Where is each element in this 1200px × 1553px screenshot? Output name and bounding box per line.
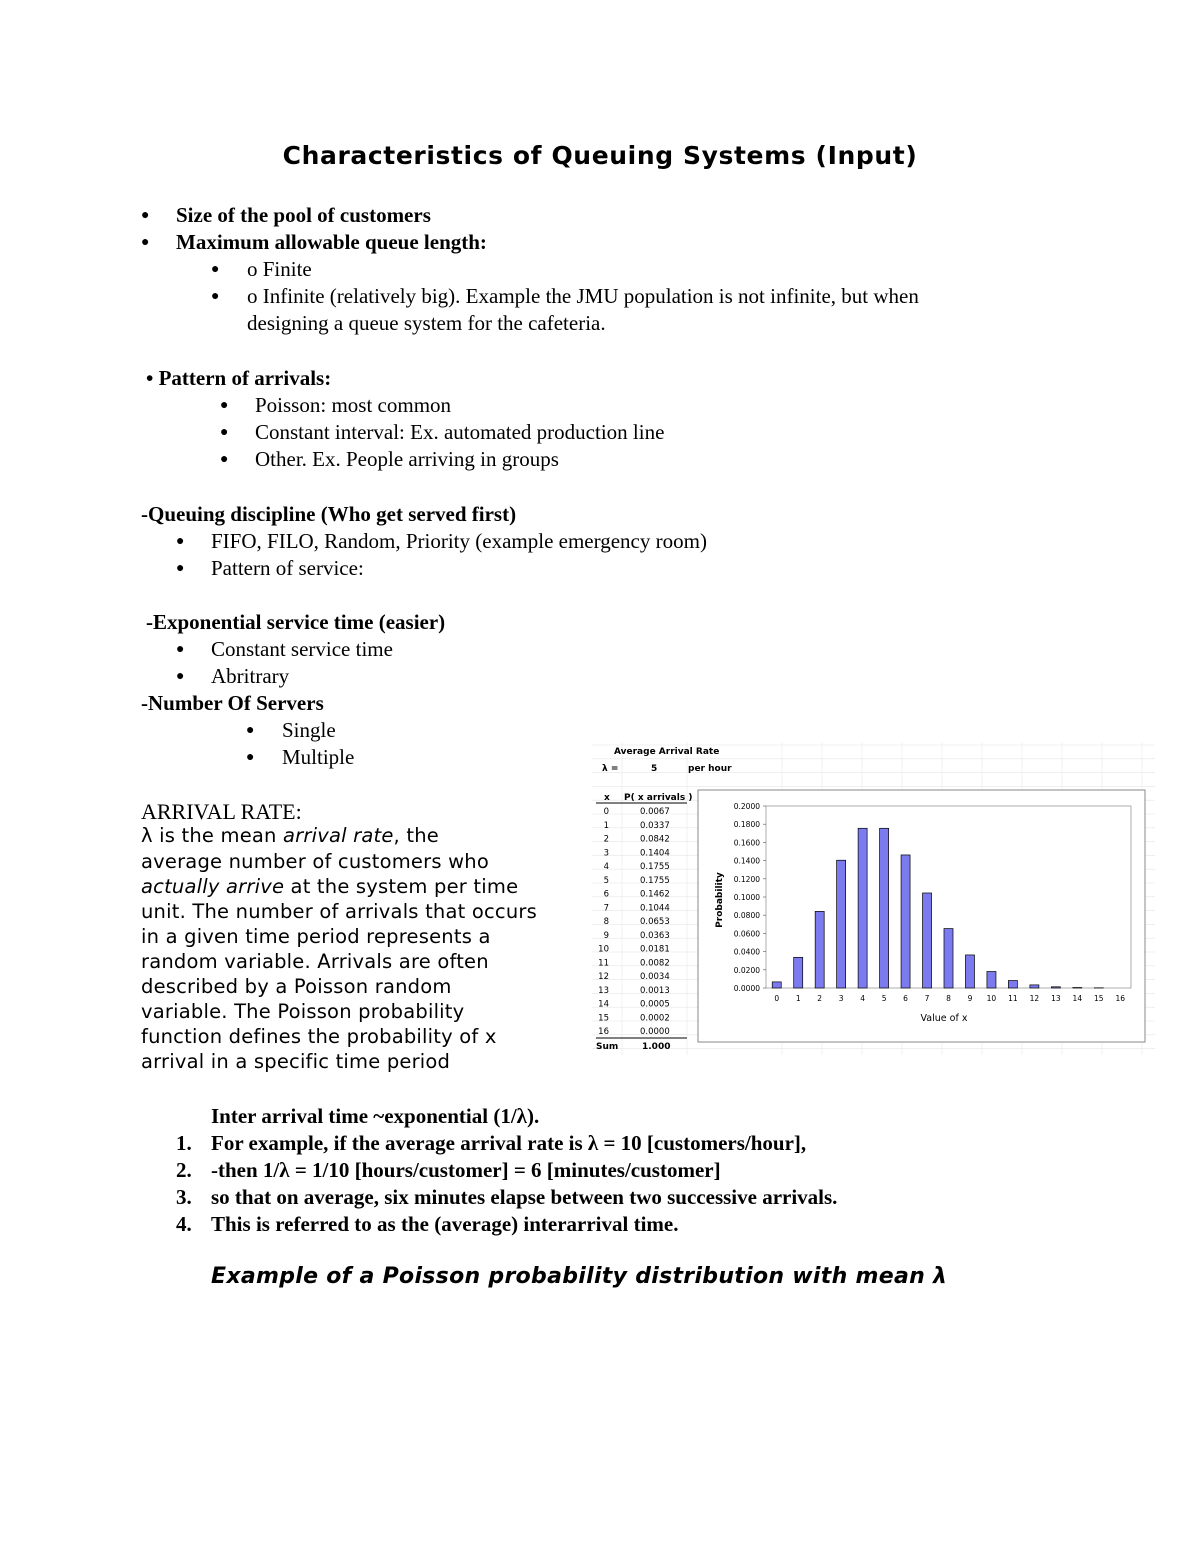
x-tick-label: 16 xyxy=(1115,994,1126,1003)
sheet-lambda-value: 5 xyxy=(651,764,658,774)
bullet-icon: ● xyxy=(176,561,185,576)
pool-size-item: Size of the pool of customers xyxy=(176,203,431,227)
service-item: Constant service time xyxy=(211,637,393,661)
step-text: For example, if the average arrival rate is λ = 10 [customers/hour], xyxy=(211,1131,807,1155)
bullet-icon: ● xyxy=(220,398,229,413)
finite-option: o Finite xyxy=(247,257,312,281)
inter-arrival-step xyxy=(176,1130,837,1157)
sheet-cell-x: 14 xyxy=(598,999,609,1010)
inter-arrival-intro: Inter arrival time ~exponential (1/λ). xyxy=(211,1104,540,1128)
bullet-icon: ● xyxy=(211,262,220,277)
x-tick-label: 4 xyxy=(860,994,866,1003)
chart-caption: Example of a Poisson probability distribution with mean λ xyxy=(211,1264,948,1289)
chart-xlabel: Value of x xyxy=(920,1013,968,1024)
arrival-rate-text: λ is the mean xyxy=(141,824,284,847)
step-text: so that on average, six minutes elapse between two successive arrivals. xyxy=(211,1185,838,1209)
y-tick-label: 0.1200 xyxy=(733,874,760,884)
bullet-icon: ● xyxy=(141,235,150,250)
sheet-cell-p: 0.1755 xyxy=(640,875,670,886)
step-number: 2. xyxy=(176,1158,192,1182)
sheet-cell-x: 2 xyxy=(603,834,609,845)
bar xyxy=(1008,981,1017,988)
arrival-rate-line: function defines the probability of x xyxy=(141,1025,497,1048)
sheet-cell-x: 7 xyxy=(603,903,609,914)
arrival-rate-heading: ARRIVAL RATE: xyxy=(141,799,302,824)
y-tick-label: 0.0200 xyxy=(733,965,760,975)
sheet-cell-x: 13 xyxy=(598,985,609,996)
arrival-rate-line: random variable. Arrivals are often xyxy=(141,950,489,973)
x-tick-label: 10 xyxy=(986,994,997,1003)
sheet-cell-x: 8 xyxy=(603,917,609,927)
arrivals-item: Constant interval: Ex. automated production line xyxy=(255,420,665,444)
x-tick-label: 9 xyxy=(967,994,973,1003)
sheet-cell-p: 0.0013 xyxy=(640,985,670,996)
arrivals-item: Poisson: most common xyxy=(255,393,452,417)
x-tick-label: 12 xyxy=(1029,994,1040,1003)
bullet-icon: ● xyxy=(220,452,229,467)
arrival-rate-line: variable. The Poisson probability xyxy=(141,1000,465,1023)
y-tick-label: 0.1000 xyxy=(733,893,760,902)
y-tick-label: 0.0000 xyxy=(733,984,760,993)
x-tick-label: 0 xyxy=(774,994,780,1003)
arrival-rate-line xyxy=(141,874,518,899)
step-number: 4. xyxy=(176,1212,192,1236)
sheet-cell-p: 0.0181 xyxy=(640,944,670,955)
x-tick-label: 6 xyxy=(903,994,908,1003)
bar xyxy=(901,855,910,988)
x-tick-label: 5 xyxy=(881,994,887,1003)
bullet-icon: ● xyxy=(246,723,255,738)
bullet-icon: ● xyxy=(176,534,185,549)
x-tick-label: 11 xyxy=(1008,994,1018,1003)
sheet-cell-p: 0.0842 xyxy=(640,834,670,845)
y-tick-label: 0.0600 xyxy=(733,929,760,939)
bar xyxy=(772,982,781,988)
inter-arrival-step xyxy=(176,1157,837,1184)
sheet-cell-x: 1 xyxy=(603,820,609,831)
servers-item: Single xyxy=(282,718,336,742)
sheet-cell-p: 0.0363 xyxy=(640,930,670,941)
poisson-spreadsheet-chart xyxy=(592,742,1155,1055)
sheet-cell-x: 12 xyxy=(598,972,609,982)
queue-length-item: Maximum allowable queue length: xyxy=(176,230,487,254)
inter-arrival-step xyxy=(176,1211,837,1238)
bullet-icon: ● xyxy=(220,425,229,440)
sheet-cell-x: 5 xyxy=(603,875,609,886)
arrival-rate-line: unit. The number of arrivals that occurs xyxy=(141,900,537,923)
arrival-rate-line: described by a Poisson random xyxy=(141,975,452,998)
sheet-cell-p: 0.0002 xyxy=(640,1013,670,1024)
x-tick-label: 8 xyxy=(946,994,951,1003)
step-number: 3. xyxy=(176,1185,192,1209)
sheet-cell-p: 0.0082 xyxy=(640,958,670,969)
sheet-cell-p: 0.0067 xyxy=(640,807,670,817)
arrival-rate-text: at the system per time xyxy=(284,875,519,898)
sheet-cell-p: 0.1755 xyxy=(640,862,670,872)
x-tick-label: 15 xyxy=(1094,994,1104,1003)
sheet-cell-x: 16 xyxy=(598,1027,609,1037)
bar xyxy=(1030,985,1039,988)
x-tick-label: 14 xyxy=(1072,994,1083,1003)
bar xyxy=(987,972,996,988)
bar xyxy=(965,955,974,988)
sheet-cell-x: 9 xyxy=(603,930,609,941)
inter-arrival-steps xyxy=(176,1130,837,1238)
arrival-rate-line: average number of customers who xyxy=(141,850,489,873)
discipline-item: Pattern of service: xyxy=(211,556,364,580)
bar xyxy=(858,828,867,988)
sheet-cell-p: 0.0034 xyxy=(640,972,670,982)
x-tick-label: 7 xyxy=(924,994,930,1003)
bar xyxy=(880,828,889,988)
bar xyxy=(794,957,803,988)
step-number: 1. xyxy=(176,1131,192,1155)
sheet-col-x: x xyxy=(604,793,610,803)
bar xyxy=(837,860,846,988)
chart-ylabel: Probability xyxy=(715,872,725,928)
sheet-cell-x: 3 xyxy=(603,848,609,859)
y-tick-label: 0.0400 xyxy=(733,947,760,957)
infinite-option-cont: designing a queue system for the cafeteria. xyxy=(247,311,606,335)
bullet-icon: ● xyxy=(246,750,255,765)
bullet-icon: ● xyxy=(176,669,185,684)
sheet-cell-p: 0.1044 xyxy=(640,903,670,914)
service-heading: -Exponential service time (easier) xyxy=(146,610,446,634)
bar xyxy=(944,929,953,988)
arrivals-heading: • Pattern of arrivals: xyxy=(146,366,332,390)
service-item: Abritrary xyxy=(211,664,290,688)
arrival-rate-text: , the xyxy=(393,824,439,847)
sheet-cell-p: 0.1462 xyxy=(640,889,670,900)
sheet-sum-value: 1.000 xyxy=(642,1042,671,1052)
sheet-cell-x: 4 xyxy=(603,862,609,872)
arrival-rate-line: in a given time period represents a xyxy=(141,925,491,948)
sheet-cell-x: 15 xyxy=(598,1013,609,1024)
arrival-rate-line: arrival in a specific time period xyxy=(141,1050,451,1073)
y-tick-label: 0.1400 xyxy=(733,856,760,866)
x-tick-label: 2 xyxy=(817,994,823,1003)
sheet-cell-p: 0.1404 xyxy=(640,848,670,859)
x-tick-label: 1 xyxy=(795,994,801,1003)
step-text: This is referred to as the (average) interarrival time. xyxy=(211,1212,679,1236)
sheet-lambda-unit: per hour xyxy=(688,764,732,774)
sheet-cell-p: 0.0653 xyxy=(640,917,670,927)
sheet-cell-x: 0 xyxy=(603,807,609,817)
y-tick-label: 0.0800 xyxy=(733,911,760,921)
inter-arrival-step xyxy=(176,1184,837,1211)
bar xyxy=(923,893,932,988)
bullet-icon: ● xyxy=(141,208,150,223)
page-title: Characteristics of Queuing Systems (Input) xyxy=(282,141,918,170)
bullet-icon: ● xyxy=(176,642,185,657)
sheet-cell-p: 0.0000 xyxy=(640,1027,670,1037)
sheet-sum-label: Sum xyxy=(596,1042,619,1052)
bullet-icon: ● xyxy=(211,289,220,304)
arrivals-item: Other. Ex. People arriving in groups xyxy=(255,447,559,471)
sheet-lambda-label: λ = xyxy=(602,764,619,774)
arrival-rate-term: arrival rate xyxy=(283,824,394,847)
sheet-cell-x: 10 xyxy=(598,944,609,955)
y-tick-label: 0.2000 xyxy=(733,802,760,811)
servers-heading: -Number Of Servers xyxy=(141,691,324,715)
bar xyxy=(815,911,824,988)
x-tick-label: 3 xyxy=(838,994,844,1003)
sheet-col-p: P( x arrivals ) xyxy=(624,793,693,803)
sheet-cell-p: 0.0005 xyxy=(640,999,670,1010)
sheet-cell-x: 6 xyxy=(603,889,609,900)
step-text: -then 1/λ = 1/10 [hours/customer] = 6 [minutes/customer] xyxy=(211,1158,721,1182)
discipline-heading: -Queuing discipline (Who get served first) xyxy=(141,502,517,526)
bar xyxy=(1051,987,1060,988)
servers-item: Multiple xyxy=(282,745,355,769)
arrival-rate-line xyxy=(141,823,439,848)
x-tick-label: 13 xyxy=(1051,994,1061,1003)
infinite-option: o Infinite (relatively big). Example the JMU population is not infinite, but when xyxy=(247,284,919,308)
y-tick-label: 0.1800 xyxy=(733,820,760,830)
sheet-cell-p: 0.0337 xyxy=(640,820,670,831)
arrival-rate-term: actually arrive xyxy=(141,875,285,898)
sheet-header-label: Average Arrival Rate xyxy=(614,747,720,757)
sheet-cell-x: 11 xyxy=(598,958,609,969)
discipline-item: FIFO, FILO, Random, Priority (example emergency room) xyxy=(211,529,707,553)
y-tick-label: 0.1600 xyxy=(733,838,760,848)
